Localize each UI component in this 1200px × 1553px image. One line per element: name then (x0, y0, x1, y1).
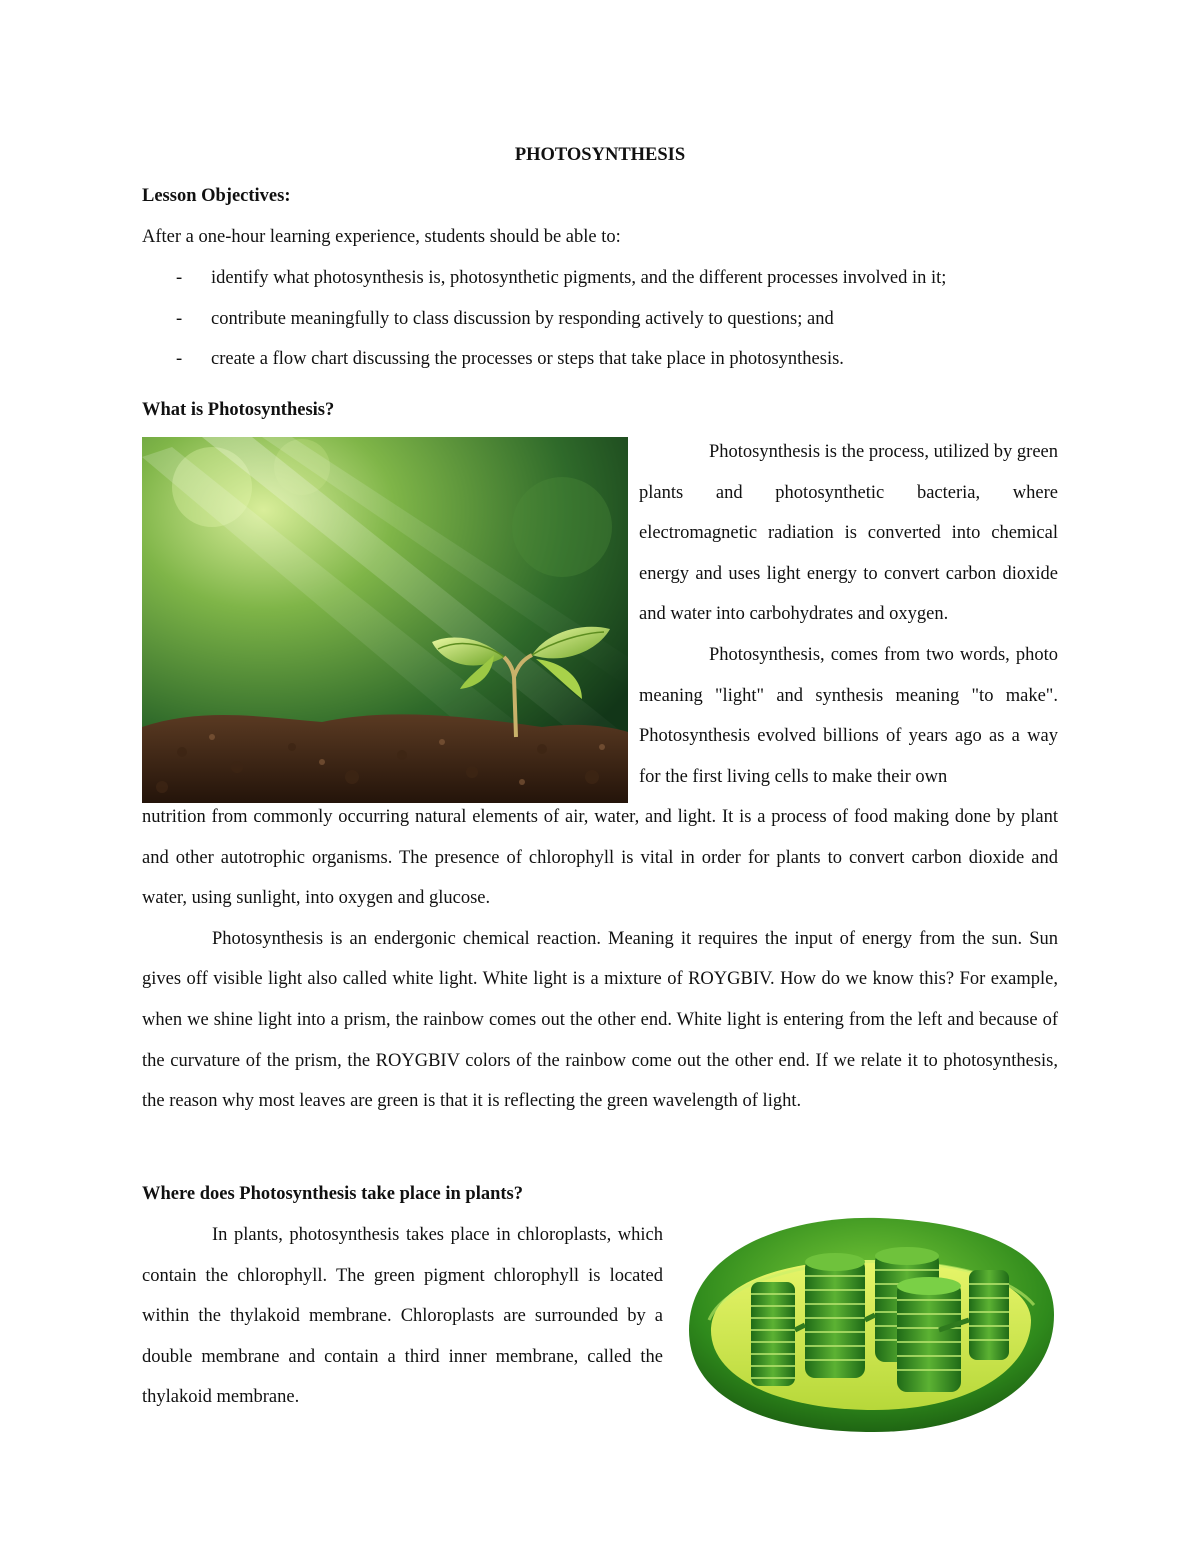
objectives-intro: After a one-hour learning experience, students should be able to: (142, 227, 621, 247)
seedling-in-soil-photo-icon (142, 437, 628, 803)
chloroplast-paragraph: In plants, photosynthesis takes place in chloroplasts, which contain the chlorophyll. The green pigment chlorophyll is located within the thylakoid membrane. Chloroplasts are surrounded by a double membrane and contain a third inner membrane, called the thylakoid membrane. (142, 1225, 663, 1408)
endergonic-paragraph: Photosynthesis is an endergonic chemical reaction. Meaning it requires the input of energy from the sun. Sun gives off visible light also called white light. White light is a mixture of ROYGBIV. How do we know this? For example, when we shine light into a prism, the rainbow comes out the other end. White light is entering from the left and because of the curvature of the prism, the ROYGBIV colors of the rainbow come out the other end. If we relate it to photosynthesis, the reason why most leaves are green is that it is reflecting the green wavelength of light. (142, 928, 1058, 1112)
objective-text: contribute meaningfully to class discussion by responding actively to questions; and (211, 309, 834, 329)
seedling-photo (142, 437, 628, 803)
chloroplast-diagram-icon (679, 1210, 1060, 1438)
chloroplast-paragraph-wrap (142, 1215, 663, 1418)
objective-text: identify what photosynthesis is, photosynthetic pigments, and the different processes involved in it; (211, 268, 947, 288)
definition-paragraph: Photosynthesis is the process, utilized by green plants and photosynthetic bacteria, where electromagnetic radiation is converted into chemical energy and uses light energy to convert carbon dioxide and water into carbohydrates and oxygen. (639, 442, 1058, 625)
bullet-dash: - (176, 349, 183, 369)
etymology-paragraph-continued (142, 797, 1058, 1122)
etymology-continued-text: nutrition from commonly occurring natural elements of air, water, and light. It is a process of food making done by plant and other autotrophic organisms. The presence of chlorophyll is vital in order for plants to convert carbon dioxide and water, using sunlight, into oxygen and glucose. (142, 807, 1058, 909)
bullet-dash: - (176, 309, 183, 329)
section-heading-what-is: What is Photosynthesis? (142, 400, 335, 420)
document-title: PHOTOSYNTHESIS (514, 145, 686, 165)
etymology-paragraph-start: Photosynthesis, comes from two words, photo meaning "light" and synthesis meaning "to make". Photosynthesis evolved billions of years ago as a way for the first living cells to make their own (639, 644, 1058, 787)
objective-text: create a flow chart discussing the processes or steps that take place in photosynthesis. (211, 349, 844, 369)
bullet-dash: - (176, 268, 183, 288)
objectives-heading: Lesson Objectives: (142, 186, 291, 206)
section-heading-where: Where does Photosynthesis take place in plants? (142, 1184, 523, 1204)
intro-paragraph-wrap (639, 432, 1058, 797)
chloroplast-diagram (679, 1210, 1060, 1438)
